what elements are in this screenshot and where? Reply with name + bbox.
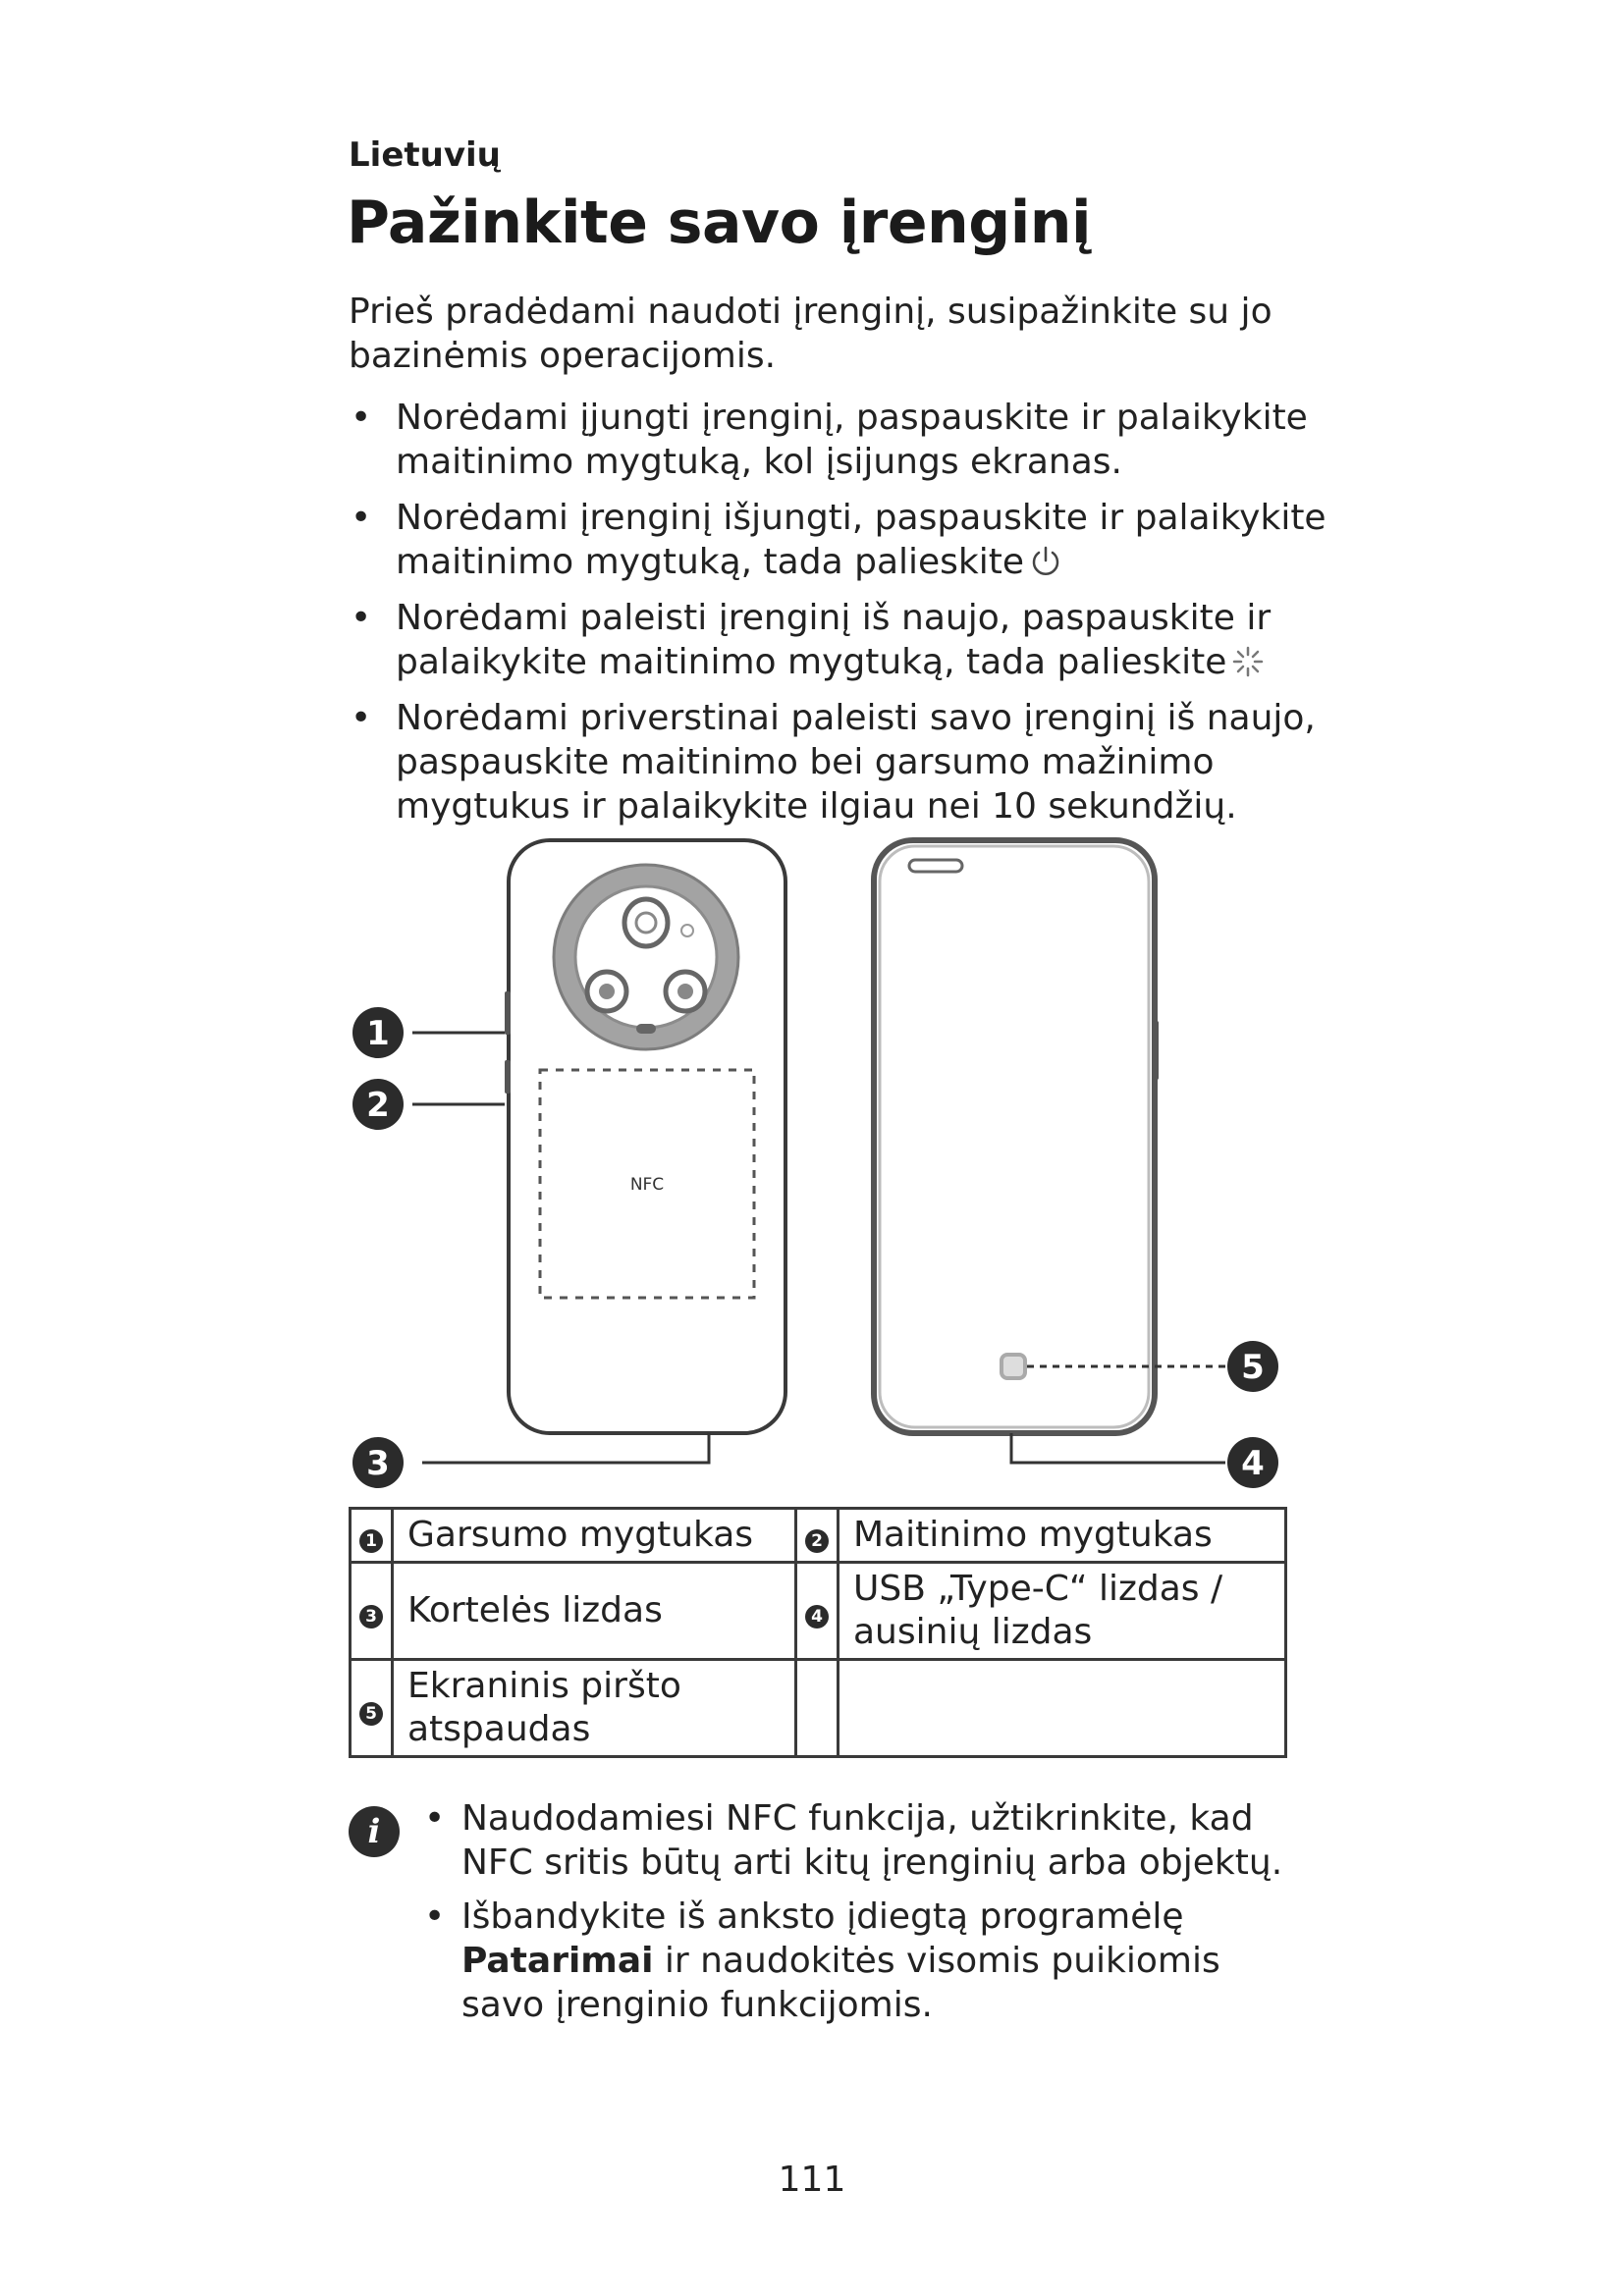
power-button-shape bbox=[505, 1060, 511, 1094]
part-number: 2 bbox=[805, 1529, 829, 1553]
part-name: Ekraninis piršto atspaudas bbox=[393, 1660, 796, 1757]
page-title: Pažinkite savo įrenginį bbox=[347, 188, 1092, 257]
list-item bbox=[422, 1796, 1306, 1885]
fingerprint-area bbox=[1001, 1355, 1025, 1378]
callout-5 bbox=[1227, 1341, 1278, 1392]
part-number: 3 bbox=[359, 1605, 383, 1629]
table-row bbox=[351, 1660, 1286, 1757]
list-item bbox=[349, 496, 1330, 584]
bullet-icon: • bbox=[351, 398, 372, 438]
part-name: Garsumo mygtukas bbox=[393, 1509, 796, 1563]
device-diagram bbox=[334, 825, 1296, 1502]
notes-list bbox=[422, 1796, 1306, 2037]
empty-cell bbox=[796, 1660, 839, 1757]
instruction-text: Norėdami įjungti įrenginį, paspauskite ir palaikykite maitinimo mygtuką, kol įsijungs ekranas. bbox=[396, 398, 1308, 482]
bullet-icon: • bbox=[351, 698, 372, 738]
tips-app-name: Patarimai bbox=[461, 1941, 654, 1981]
list-item bbox=[349, 596, 1330, 684]
list-item bbox=[422, 1895, 1306, 2027]
instruction-text: Norėdami įrenginį išjungti, paspauskite ir palaikykite maitinimo mygtuką, tada palieskite bbox=[396, 498, 1326, 582]
part-name: Maitinimo mygtukas bbox=[839, 1509, 1286, 1563]
list-item bbox=[349, 396, 1330, 484]
volume-button-shape bbox=[505, 991, 511, 1035]
part-name: Kortelės lizdas bbox=[393, 1563, 796, 1660]
svg-text:2: 2 bbox=[366, 1086, 390, 1125]
instructions-list bbox=[349, 396, 1330, 840]
bullet-icon: • bbox=[424, 1798, 446, 1839]
camera-module bbox=[554, 865, 738, 1049]
part-number: 4 bbox=[805, 1605, 829, 1629]
part-number: 1 bbox=[359, 1529, 383, 1553]
callout-4 bbox=[1227, 1437, 1278, 1488]
bullet-icon: • bbox=[424, 1896, 446, 1937]
svg-text:1: 1 bbox=[366, 1014, 390, 1053]
empty-cell bbox=[839, 1660, 1286, 1757]
parts-table bbox=[349, 1507, 1287, 1758]
phone-front bbox=[874, 840, 1155, 1433]
nfc-label: NFC bbox=[629, 1175, 665, 1195]
bullet-icon: • bbox=[351, 598, 372, 638]
list-item bbox=[349, 696, 1330, 828]
language-label: Lietuvių bbox=[349, 135, 501, 175]
note-text-post: ir naudokitės visomis puikiomis savo įrenginio funkcijomis. bbox=[461, 1941, 1220, 2025]
page-number: 111 bbox=[778, 2160, 846, 2200]
part-number: 5 bbox=[359, 1702, 383, 1726]
bullet-icon: • bbox=[351, 498, 372, 538]
intro-paragraph: Prieš pradėdami naudoti įrenginį, susipažinkite su jo bazinėmis operacijomis. bbox=[349, 292, 1272, 376]
part-name: USB „Type-C“ lizdas / ausinių lizdas bbox=[839, 1563, 1286, 1660]
info-icon: i bbox=[349, 1806, 400, 1857]
svg-text:4: 4 bbox=[1241, 1444, 1265, 1483]
table-row bbox=[351, 1509, 1286, 1563]
table-row bbox=[351, 1563, 1286, 1660]
callout-3 bbox=[352, 1437, 404, 1488]
instruction-text: Norėdami paleisti įrenginį iš naujo, paspauskite ir palaikykite maitinimo mygtuką, tada palieskite bbox=[396, 598, 1272, 682]
restart-icon bbox=[1230, 644, 1266, 679]
note-text: Naudodamiesi NFC funkcija, užtikrinkite, kad NFC sritis būtų arti kitų įrenginių arba objektų. bbox=[461, 1798, 1283, 1883]
svg-text:3: 3 bbox=[366, 1444, 390, 1483]
callout-1 bbox=[352, 1007, 404, 1058]
note-text-pre: Išbandykite iš anksto įdiegtą programėlę bbox=[461, 1896, 1184, 1937]
power-icon bbox=[1028, 544, 1063, 579]
front-camera-shape bbox=[909, 860, 962, 872]
instruction-text: Norėdami priverstinai paleisti savo įrenginį iš naujo, paspauskite maitinimo bei garsumo mažinimo mygtukus ir palaikykite ilgiau nei 10 sekundžių. bbox=[396, 698, 1316, 827]
callout-2 bbox=[352, 1079, 404, 1130]
svg-text:5: 5 bbox=[1241, 1348, 1265, 1387]
